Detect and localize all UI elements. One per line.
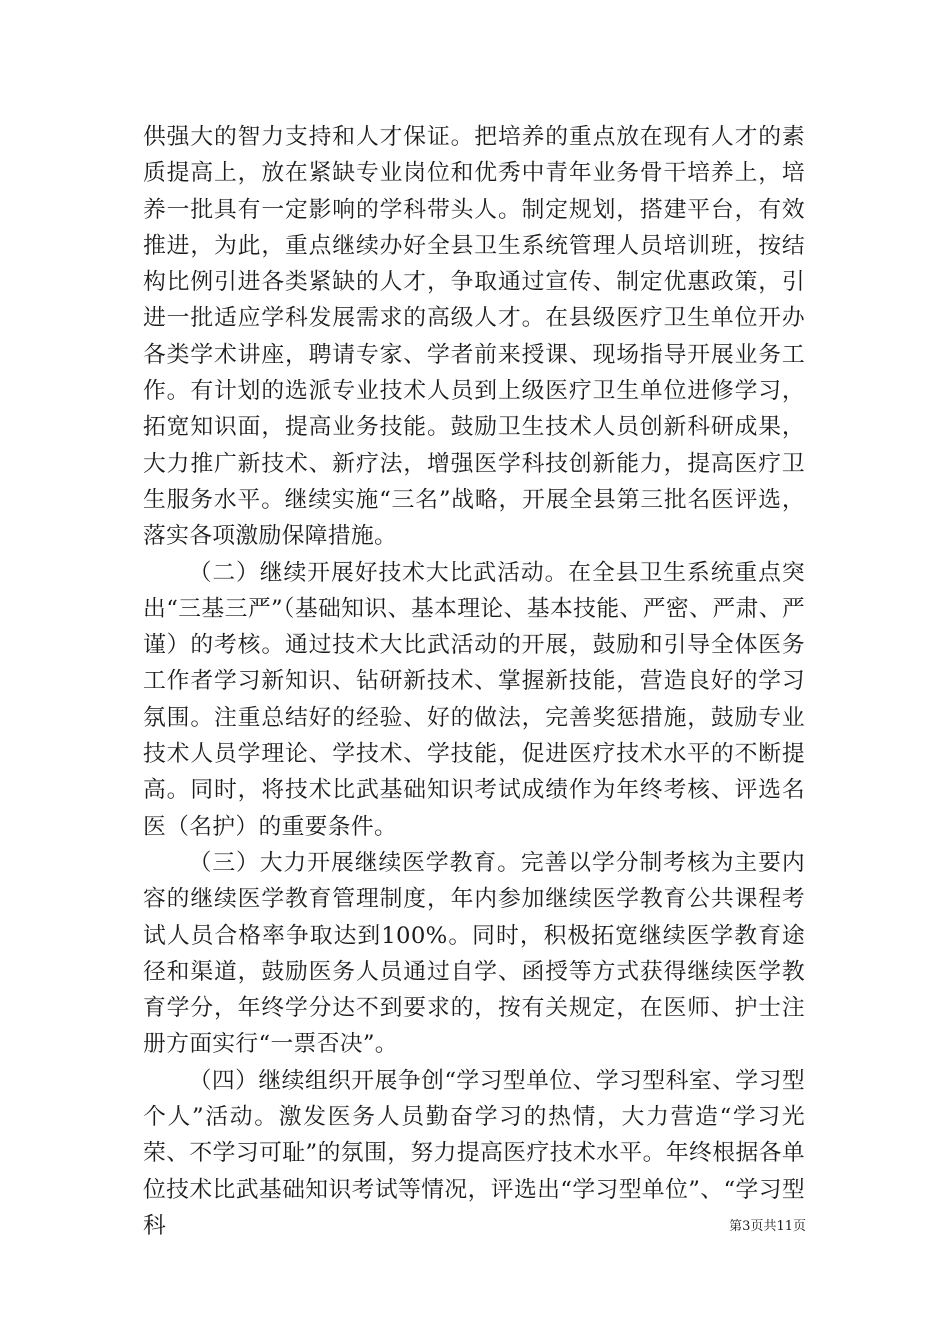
paragraph-section-3: （三）大力开展继续医学教育。完善以学分制考核为主要内容的继续医学教育管理制度，年内参加继续医学教育公共课程考试人员合格率争取达到100%。同时，积极拓宽继续医学教育途径和渠道，鼓励医务人员通过自学、函授等方式获得继续医学教育学分，年终学分达不到要求的，按有关规定，在医师、护士注册方面实行“一票否决”。 [143,849,805,1058]
page-number-footer: 第3页共11页 [729,1219,806,1234]
paragraph-section-2: （二）继续开展好技术大比武活动。在全县卫生系统重点突出“三基三严”（基础知识、基本理论、基本技能、严密、严肃、严谨）的考核。通过技术大比武活动的开展，鼓励和引导全体医务工作者学习新知识、钻研新技术、掌握新技能，营造良好的学习氛围。注重总结好的经验、好的做法，完善奖惩措施，鼓励专业技术人员学理论、学技术、学技能，促进医疗技术水平的不断提高。同时，将技术比武基础知识考试成绩作为年终考核、评选名医（名护）的重要条件。 [143,559,805,840]
paragraph-continuation: 供强大的智力支持和人才保证。把培养的重点放在现有人才的素质提高上，放在紧缺专业岗位和优秀中青年业务骨干培养上，培养一批具有一定影响的学科带头人。制定规划，搭建平台，有效推进，为此，重点继续办好全县卫生系统管理人员培训班，按结构比例引进各类紧缺的人才，争取通过宣传、制定优惠政策，引进一批适应学科发展需求的高级人才。在县级医疗卫生单位开办各类学术讲座，聘请专家、学者前来授课、现场指导开展业务工作。有计划的选派专业技术人员到上级医疗卫生单位进修学习，拓宽知识面，提高业务技能。鼓励卫生技术人员创新科研成果，大力推广新技术、新疗法，增强医学科技创新能力，提高医疗卫生服务水平。继续实施“三名”战略，开展全县第三批名医评选，落实各项激励保障措施。 [143,124,805,550]
document-body [143,119,805,1244]
paragraph-section-4: （四）继续组织开展争创“学习型单位、学习型科室、学习型个人”活动。激发医务人员勤奋学习的热情，大力营造“学习光荣、不学习可耻”的氛围，努力提高医疗技术水平。年终根据各单位技术比武基础知识考试等情况，评选出“学习型单位”、“学习型科 [143,1067,805,1239]
